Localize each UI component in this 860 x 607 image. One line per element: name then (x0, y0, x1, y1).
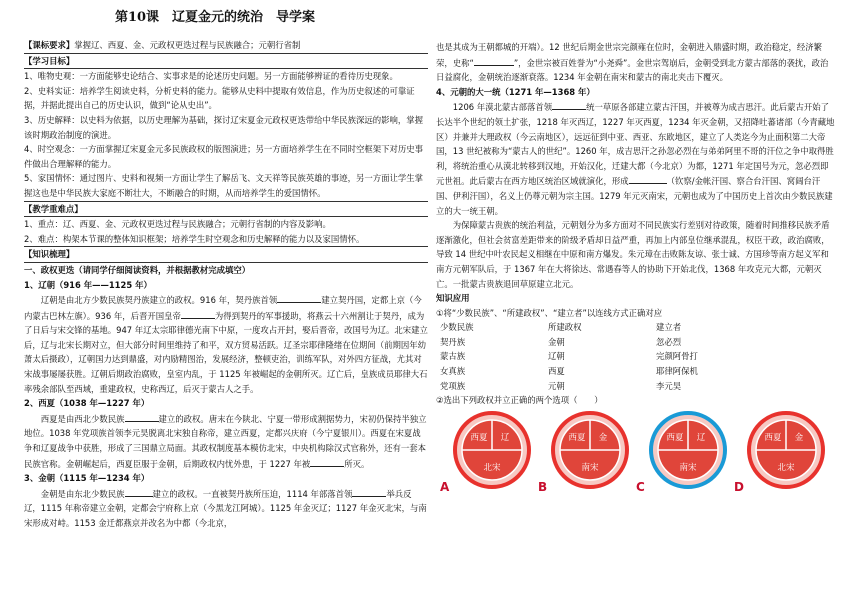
answer-blank[interactable] (310, 456, 344, 467)
key-point: 1、重点：辽、西夏、金、元政权更迭过程与民族融合；元朝行省制的内容及影响。 (24, 219, 331, 230)
left-column (24, 26, 428, 531)
regime-label-bottom: 北宋 (483, 462, 501, 473)
req-label: 【课标要求】 (24, 40, 75, 50)
header-cell: 少数民族 (440, 322, 474, 333)
goal-item: 1、唯物史观：一方面能够史论结合、实事求是的论述历史问题。另一方面能够辨证的看待历史现象。 (24, 71, 398, 82)
table-row[interactable] (436, 364, 698, 379)
answer-blank[interactable] (629, 173, 667, 184)
regime-label-top-right: 金 (598, 432, 608, 443)
regime-label-bottom: 南宋 (581, 462, 599, 473)
answer-blank[interactable] (277, 292, 321, 303)
regime-label-bottom: 南宋 (679, 462, 697, 473)
table-cell: 蒙古族 (440, 351, 466, 362)
curriculum-requirement (24, 38, 428, 53)
regime-label-top-right: 辽 (500, 432, 510, 443)
regime-label-top-left: 西夏 (666, 432, 684, 443)
table-cell: 李元昊 (656, 380, 682, 391)
table-cell: 辽朝 (548, 351, 565, 362)
table-cell: 金朝 (548, 336, 565, 347)
option-circle-svg (648, 410, 728, 490)
table-cell: 西夏 (548, 366, 565, 377)
table-cell: 女真族 (440, 366, 466, 377)
header-cell: 建立者 (656, 322, 682, 333)
table-row[interactable] (436, 335, 698, 350)
goal-label: 【学习目标】 (24, 55, 75, 66)
difficult-point: 2、难点：构架本节课的整体知识框架；培养学生时空观念和历史解释的能力以及家国情怀。 (24, 233, 365, 244)
option-letter-a[interactable]: A (440, 479, 450, 494)
knowledge-label: 【知识梳理】 (24, 249, 75, 260)
goal-item: 2、史料实证：培养学生阅读史料，分析史料的能力。能够从史料中提取有效信息，作为历史叙述的可靠证据，并据此提出自己的历史认识，做到“论从史出”。 (24, 85, 415, 111)
page-title: 第10课 辽夏金元的统治 导学案 (114, 10, 316, 25)
liao-paragraph: 辽朝是由北方少数民族契丹族建立的政权。916 年，契丹族首领 建立契丹国，定都上京（今内蒙古巴林左旗）。936 年，后晋开国皇帝 为得到契丹的军事援助，将燕云十六州割让于契丹，成为了日后与宋交锋的基地。947 年辽太宗耶律德光南下中原，一度攻占开封，娶后晋帝，改国号为辽。北宋建立后，辽与北宋长期对立，但大部分时间里维持了和平，双方贸易活跃。辽圣宗耶律隆绪在位期间（前期因年幼萧太后摄政），辽朝国力达到鼎盛，对内励精图治，发展经济，整顿吏治，训练军队，对外四方征战，尤其对宋战事屡屡获胜。辽朝后期政治腐败，皇室内乱，于 1125 年被崛起的金朝所灭。辽亡后，皇族成员耶律大石率残余部队至西域，重建政权，史称西辽，后灭于蒙古人之手。 (24, 292, 428, 396)
option-letter-d[interactable]: D (734, 479, 744, 494)
table-cell: 党项族 (440, 380, 466, 391)
goal-item: 3、历史解释：以史料为依据，以历史理解为基础，探讨辽宋夏金元政权更迭带给中华民族深远的影响，掌握该时期政治制度的演进。 (24, 114, 423, 140)
option-diagram-c[interactable] (648, 410, 728, 495)
option-diagram-a[interactable] (452, 410, 532, 495)
xixia-heading: 2、西夏（1038 年—1227 年） (24, 398, 150, 409)
table-cell: 耶律阿保机 (656, 366, 698, 377)
yuan-heading: 4、元朝的大一统（1271 年—1368 年） (436, 86, 595, 97)
table-cell: 忽必烈 (656, 336, 682, 347)
table-row[interactable] (436, 349, 698, 364)
apply-heading: 知识应用 (436, 293, 470, 304)
goal-item: 4、时空观念：一方面掌握辽宋夏金元多民族政权的版图演进；另一方面培养学生在不同时空框架下对历史事件做出合理解释的能力。 (24, 144, 423, 169)
section-heading: 一、政权更迭（请同学仔细阅读资料，并根据教材完成填空） (24, 264, 251, 275)
regime-label-top-right: 金 (794, 432, 804, 443)
answer-blank[interactable] (181, 308, 215, 319)
answer-blank[interactable] (352, 486, 386, 497)
matching-table (436, 320, 698, 393)
yuan-paragraph-2: 为保障蒙古贵族的统治利益，元朝划分为多方面对不同民族实行差别对待政策，随着时间推移民族矛盾逐渐激化，但社会贫富差距带来的阶级矛盾却日益严重，再加上内部皇位继承混乱，权臣干政，政治腐败，导致 14 世纪中叶农民起义相继在中原和南方爆发。朱元璋在击败陈友谅、张士诚、方国珍等南方起义军和南方元朝军队后，于 1367 年在大将徐达、常遇春等人的协助下开始北伐，1368 年攻克元大都，元朝灭亡。一批蒙古贵族退回草原建立北元。 (436, 220, 830, 289)
regime-label-top-left: 西夏 (764, 432, 782, 443)
table-header-row (436, 320, 698, 335)
jin-heading: 3、金朝（1115 年—1234 年） (24, 473, 150, 484)
xixia-paragraph: 西夏是由西北少数民族 建立的政权。唐末在今陕北、宁夏一带形成割据势力，宋初仍保持半独立地位。1038 年党项族首领李元昊脱离北宋独自称帝，建立西夏，定都兴庆府（今宁夏银川）。西夏在宋夏战争和辽夏战争中获胜，形成了三国鼎立局面。其政权制度基本模仿北宋，中央机构除汉式官称外，还有一套本民族官称。金朝崛起后，西夏臣服于金朝，后期政权内忧外患，于 1227 年被 所灭。 (24, 411, 428, 471)
option-letter-b[interactable]: B (538, 479, 548, 494)
answer-blank[interactable] (474, 55, 514, 66)
answer-blank[interactable] (552, 99, 586, 110)
liao-heading: 1、辽朝（916 年——1125 年） (24, 279, 152, 290)
regime-label-top-left: 西夏 (568, 432, 586, 443)
option-diagram-b[interactable] (550, 410, 630, 495)
regime-label-top-left: 西夏 (470, 432, 488, 443)
question-1: ①将“少数民族”、“所建政权”、“建立者”以连线方式正确对应 (436, 307, 663, 318)
option-letter-c[interactable]: C (636, 479, 645, 494)
key-label: 【教学重难点】 (24, 203, 83, 214)
option-diagrams (436, 410, 836, 530)
req-text: 掌握辽、西夏、金、元政权更迭过程与民族融合；元朝行省制 (74, 40, 301, 50)
jin-paragraph-cont: 也是其成为王朝都城的开端）。12 世纪后期金世宗完颜雍在位时，金朝进入鼎盛时期，政治稳定，经济繁荣，史称“ ”，金世宗被百姓誉为“小尧舜”。金世宗驾崩后，金朝受到北方蒙古部落的袭扰，政治日益腐化，金朝统治逐渐衰落。1234 年金朝在南宋和蒙古的南北夹击下覆灭。 (436, 42, 829, 83)
regime-label-bottom: 北宋 (777, 462, 795, 473)
regime-label-top-right: 辽 (696, 432, 706, 443)
option-diagram-d[interactable] (746, 410, 826, 495)
table-cell: 元朝 (548, 380, 565, 391)
answer-blank[interactable] (125, 486, 153, 497)
goal-item: 5、家国情怀：通过图片、史料和视频一方面让学生了解岳飞、文天祥等民族英雄的事迹，另一方面让学生掌握这也是中华民族大家庭不断壮大，不断融合的时期，从而培养学生的爱国情怀。 (24, 173, 423, 198)
right-column (436, 40, 836, 530)
answer-blank[interactable] (125, 411, 159, 422)
table-row[interactable] (436, 379, 698, 394)
yuan-paragraph: 1206 年漠北蒙古部落首领 统一草原各部建立蒙古汗国，并被尊为成吉思汗。此后蒙古开始了长达半个世纪的领土扩张，1218 年灭西辽，1227 年灭西夏，1234 年灭金朝，又招降吐蕃诸部（今青藏地区）并兼并大理政权（今云南地区），远远征到中亚、西亚、东欧地区，建立了人类迄今为止面积第二大帝国，13 世纪被称为“蒙古人的世纪”。1260 年，成吉思汗之孙忽必烈在与弟弟阿里不哥的汗位之争中取得胜利，将统治重心从漠北转移到汉地，开始汉化，迁建大都（今北京）为都，1271 年定国号为元，忽必烈即元世祖。此后蒙古在西方地区统治区域就演化，形成 （钦察/金帐汗国、察合台汗国、窝阔台汗国、伊利汗国），名义上仍尊元朝为宗主国。1279 年元灭南宋，元朝也成为了中国历史上首次由少数民族建立的大一统王朝。 (436, 99, 836, 218)
question-2: ②选出下列政权并立正确的两个选项（ ） (436, 395, 603, 406)
option-circle-svg (550, 410, 630, 490)
header-cell: 所建政权 (548, 322, 582, 333)
option-circle-svg (452, 410, 532, 490)
table-cell: 完颜阿骨打 (656, 351, 698, 362)
option-circle-svg (746, 410, 826, 490)
table-cell: 契丹族 (440, 336, 466, 347)
jin-paragraph: 金朝是由东北少数民族 建立的政权。一直被契丹族所压迫，1114 年部落首领 举兵反辽，1115 年称帝建立金朝，定都会宁府称上京（今黑龙江阿城）。1125 年金灭辽；1127 年金灭北宋，与南宋形成对峙。1153 金迁都燕京并改名为中都（今北京， (24, 486, 428, 531)
